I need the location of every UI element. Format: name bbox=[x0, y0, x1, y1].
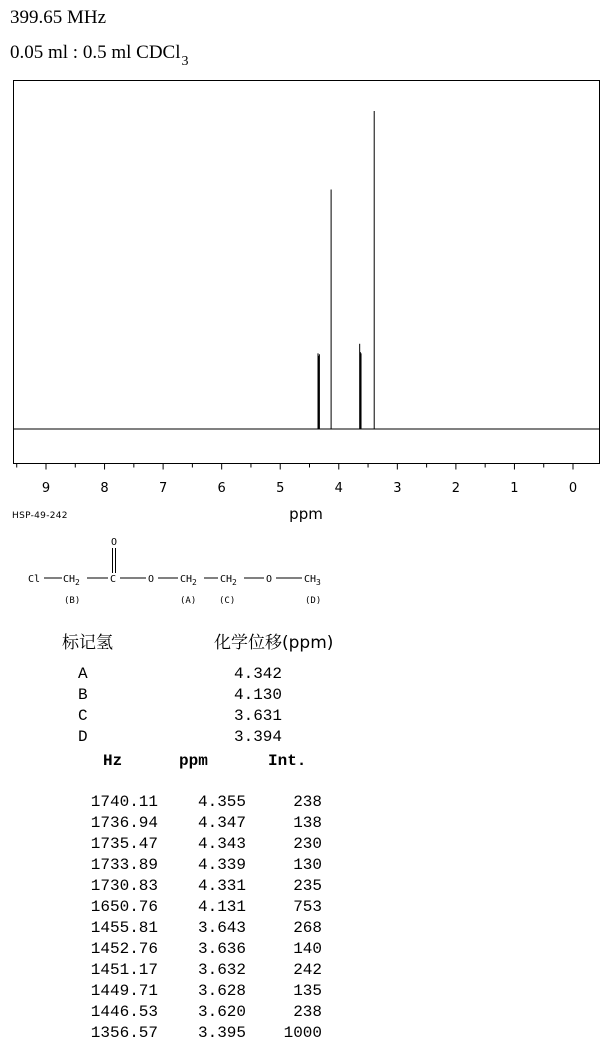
cell-int: 135 bbox=[293, 982, 322, 1000]
solvent-info bbox=[10, 42, 189, 73]
cell-int: 268 bbox=[293, 919, 322, 937]
x-tick-label: 4 bbox=[334, 481, 343, 496]
hydrogen-label: A bbox=[78, 665, 88, 683]
table-row bbox=[0, 876, 340, 897]
cell-hz: 1356.57 bbox=[90, 1024, 158, 1042]
label-b: (B) bbox=[64, 596, 81, 606]
cell-hz: 1650.76 bbox=[90, 898, 158, 916]
cell-int: 130 bbox=[293, 856, 322, 874]
cell-hz: 1736.94 bbox=[90, 814, 158, 832]
cell-hz: 1735.47 bbox=[90, 835, 158, 853]
cell-hz: 1730.83 bbox=[90, 877, 158, 895]
chemical-structure bbox=[0, 530, 340, 610]
cell-ppm: 3.395 bbox=[197, 1024, 246, 1042]
header-ppm: ppm bbox=[179, 752, 208, 770]
cell-hz: 1455.81 bbox=[90, 919, 158, 937]
cell-hz: 1446.53 bbox=[90, 1003, 158, 1021]
label-c: (C) bbox=[219, 596, 236, 606]
table-row bbox=[0, 792, 340, 813]
x-axis-label: ppm bbox=[289, 505, 323, 523]
atom-ch3-d: $CH_3$ bbox=[304, 574, 321, 587]
peak-table bbox=[0, 792, 340, 1044]
carbonyl-oxygen: O bbox=[110, 537, 118, 548]
cell-ppm: 3.643 bbox=[197, 919, 246, 937]
chemical-shift: 4.130 bbox=[234, 686, 283, 704]
cell-int: 230 bbox=[293, 835, 322, 853]
label-d: (D) bbox=[305, 596, 322, 606]
cell-int: 138 bbox=[293, 814, 322, 832]
solvent-text: 0.05 ml : 0.5 ml CDCl bbox=[10, 42, 181, 63]
plot-frame bbox=[14, 81, 600, 464]
sample-code: HSP-49-242 bbox=[12, 511, 68, 521]
chemical-shift: 3.394 bbox=[234, 728, 283, 746]
cell-int: 238 bbox=[293, 793, 322, 811]
x-tick-label: 5 bbox=[276, 481, 285, 496]
cell-ppm: 4.343 bbox=[197, 835, 246, 853]
header-int: Int. bbox=[268, 752, 307, 770]
cell-int: 753 bbox=[293, 898, 322, 916]
chemical-shift: 4.342 bbox=[234, 665, 283, 683]
table-row bbox=[0, 960, 340, 981]
cell-hz: 1733.89 bbox=[90, 856, 158, 874]
cell-ppm: 3.628 bbox=[197, 982, 246, 1000]
x-axis-ticks bbox=[17, 464, 577, 497]
atom-ester-o: O bbox=[148, 574, 155, 585]
cell-int: 140 bbox=[293, 940, 322, 958]
cell-int: 235 bbox=[293, 877, 322, 895]
spectrometer-frequency: 399.65 MHz bbox=[10, 7, 107, 28]
hydrogen-label: D bbox=[78, 728, 88, 746]
cell-hz: 1449.71 bbox=[90, 982, 158, 1000]
table-row bbox=[0, 855, 340, 876]
hydrogen-label: C bbox=[78, 707, 88, 725]
solvent-subscript: 3 bbox=[181, 54, 189, 69]
chemical-shift: 3.631 bbox=[234, 707, 283, 725]
x-tick-label: 3 bbox=[393, 481, 402, 496]
x-tick-label: 0 bbox=[568, 481, 578, 496]
cell-ppm: 4.131 bbox=[197, 898, 246, 916]
assignment-row bbox=[78, 727, 338, 748]
cell-ppm: 3.636 bbox=[197, 940, 246, 958]
assignment-row bbox=[78, 664, 338, 685]
cell-hz: 1740.11 bbox=[90, 793, 158, 811]
atom-ch2-a: $CH_2$ bbox=[180, 574, 197, 587]
cell-ppm: 4.355 bbox=[197, 793, 246, 811]
x-tick-label: 6 bbox=[217, 481, 226, 496]
table-row bbox=[0, 813, 340, 834]
atom-carbonyl-c: C bbox=[110, 574, 117, 585]
assignment-table bbox=[78, 664, 338, 748]
x-tick-label: 2 bbox=[451, 481, 461, 496]
cell-hz: 1451.17 bbox=[90, 961, 158, 979]
table-row bbox=[0, 981, 340, 1002]
x-tick-label: 7 bbox=[158, 481, 168, 496]
atom-ch2-c: $CH_2$ bbox=[220, 574, 237, 587]
assignment-col-shift: 化学位移(ppm) bbox=[214, 633, 334, 653]
atom-ether-o: O bbox=[266, 574, 273, 585]
cell-ppm: 4.331 bbox=[197, 877, 246, 895]
label-a: (A) bbox=[180, 596, 197, 606]
table-row bbox=[0, 834, 340, 855]
assignment-row bbox=[78, 685, 338, 706]
cell-ppm: 3.632 bbox=[197, 961, 246, 979]
peaks-group bbox=[318, 111, 374, 429]
hydrogen-label: B bbox=[78, 686, 88, 704]
atom-cl: Cl bbox=[28, 574, 41, 585]
table-row bbox=[0, 897, 340, 918]
cell-hz: 1452.76 bbox=[90, 940, 158, 958]
nmr-spectrum-chart bbox=[0, 78, 612, 528]
cell-int: 1000 bbox=[283, 1024, 322, 1042]
x-tick-label: 9 bbox=[41, 481, 51, 496]
cell-ppm: 4.339 bbox=[197, 856, 246, 874]
assignment-row bbox=[78, 706, 338, 727]
header-hz: Hz bbox=[103, 752, 123, 770]
atom-ch2-b: $CH_2$ bbox=[63, 574, 80, 587]
cell-int: 242 bbox=[293, 961, 322, 979]
cell-ppm: 3.620 bbox=[197, 1003, 246, 1021]
table-row bbox=[0, 1002, 340, 1023]
table-row bbox=[0, 1023, 340, 1044]
x-tick-label: 8 bbox=[100, 481, 109, 496]
cell-ppm: 4.347 bbox=[197, 814, 246, 832]
table-row bbox=[0, 939, 340, 960]
table-row bbox=[0, 918, 340, 939]
assignment-col-label: 标记氢 bbox=[62, 633, 113, 653]
x-tick-label: 1 bbox=[510, 481, 519, 496]
cell-int: 238 bbox=[293, 1003, 322, 1021]
